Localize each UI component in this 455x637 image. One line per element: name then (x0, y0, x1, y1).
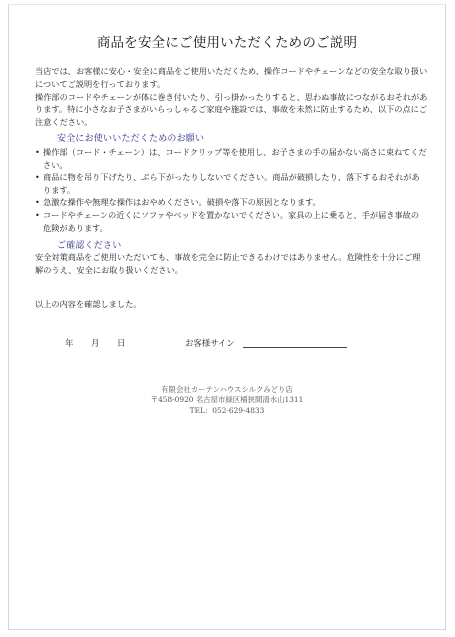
signature-label: お客様サイン (185, 338, 235, 348)
safety-bullet-list (35, 146, 427, 234)
section-heading-safety-requests: 安全にお使いいただくためのお願い (57, 134, 205, 144)
list-item: • 急激な操作や無理な操作はおやめください。破損や落下の原因となります。 (35, 196, 427, 209)
list-item: • コードやチェーンの近くにソファやベッドを置かないでください。家具の上に乗ると、手が届き事故の危険があります。 (35, 209, 427, 234)
company-footer (9, 385, 445, 416)
date-year-label: 年 (65, 338, 74, 348)
caution-text (35, 251, 427, 277)
company-name: 有限会社カーテンハウスシルクみどり店 (161, 385, 293, 394)
document-page (8, 4, 446, 630)
signature-row (65, 337, 385, 351)
company-phone: TEL：052-629-4833 (189, 405, 265, 415)
intro-paragraph-2: 操作部のコードやチェーンが体に巻き付いたり、引っ掛かったりすると、思わぬ事故につながるおそれがあります。特に小さなお子さまがいらっしゃるご家庭や施設では、事故を未然に防止するため、以下の点にご注意ください。 (35, 91, 428, 128)
date-month-label: 月 (91, 338, 100, 348)
date-day-label: 日 (117, 338, 126, 348)
company-address: 〒458-0920 名古屋市緑区桶狭間清水山1311 (150, 395, 304, 405)
signature-line (243, 347, 347, 348)
confirmation-statement: 以上の内容を確認しました。 (35, 299, 142, 309)
intro-paragraph-1: 当店では、お客様に安心・安全に商品をご使用いただくため、操作コードやチェーンなどの安全な取り扱いについてご説明を行っております。 (35, 66, 428, 89)
caution-paragraph: 安全対策商品をご使用いただいても、事故を完全に防止できるわけではありません。危険性を十分にご理解のうえ、安全にお取り扱いください。 (35, 252, 421, 275)
list-item: • 商品に物を吊り下げたり、ぶら下がったりしないでください。商品が破損したり、落下するおそれがあります。 (35, 171, 427, 196)
section-heading-please-confirm: ご確認ください (57, 241, 122, 251)
list-item: • 操作部（コード・チェーン）は、コードクリップ等を使用し、お子さまの手の届かない高さに束ねてください。 (35, 146, 427, 171)
document-title: 商品を安全にご使用いただくためのご説明 (96, 35, 358, 51)
intro-text (35, 65, 429, 129)
